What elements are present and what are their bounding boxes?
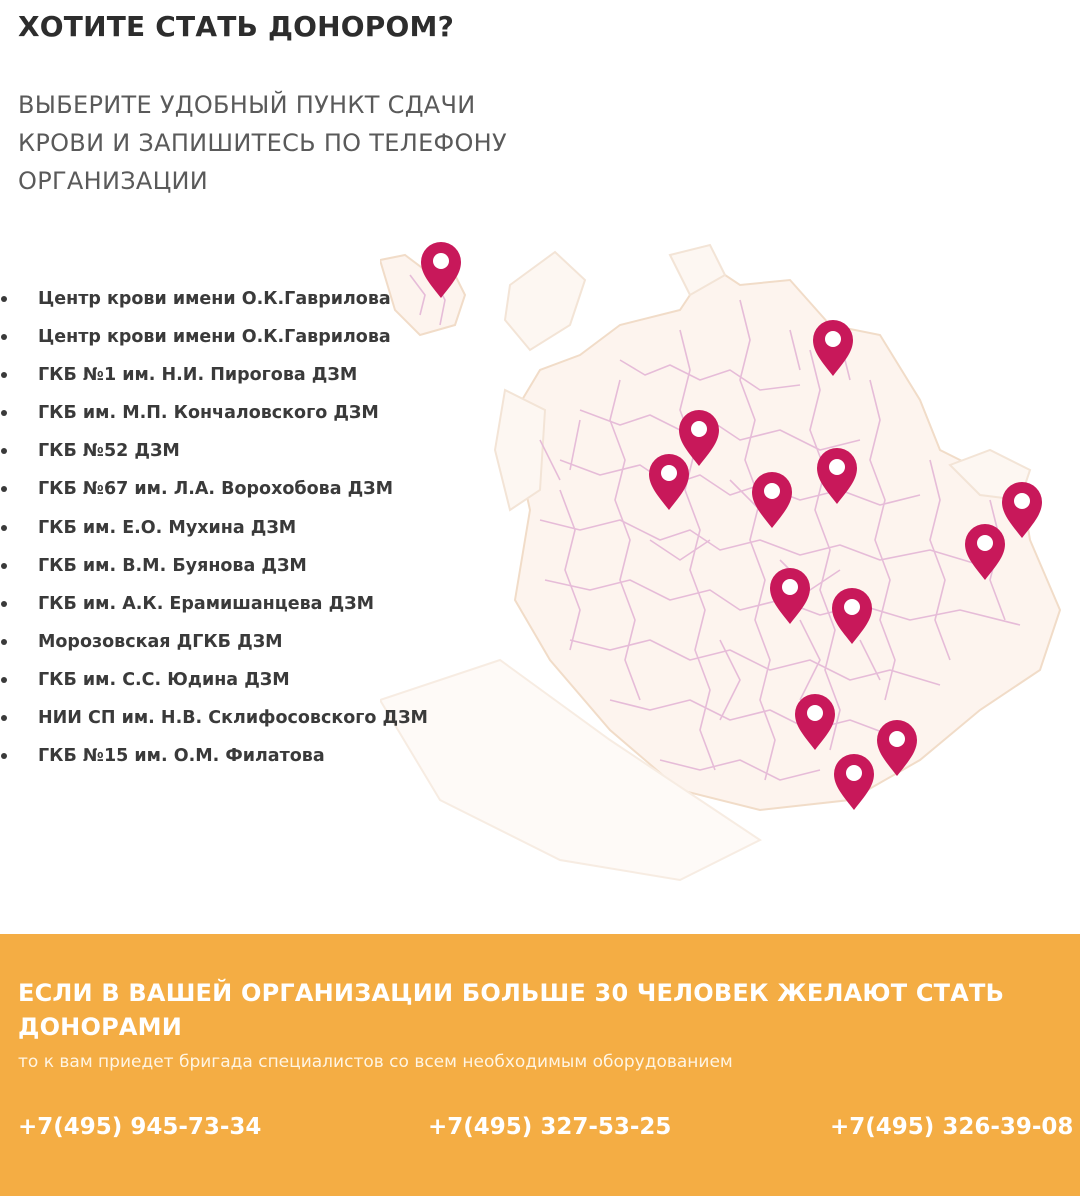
hospital-name: ГКБ им. В.М. Буянова ДЗМ	[38, 555, 307, 576]
hospital-name: ГКБ им. С.С. Юдина ДЗМ	[38, 669, 290, 690]
list-item[interactable]	[0, 623, 428, 661]
page-title: ХОТИТЕ СТАТЬ ДОНОРОМ?	[18, 10, 455, 43]
map-canvas	[380, 240, 1080, 900]
bullet-icon	[1, 639, 7, 645]
hospital-name: Центр крови имени О.К.Гаврилова	[38, 327, 391, 348]
list-item[interactable]	[0, 661, 428, 699]
map-outline	[380, 245, 1060, 880]
phone-link-3[interactable]: +7(495) 326-39-08	[830, 1114, 1074, 1140]
bullet-icon	[1, 601, 7, 607]
north-outskirt-area	[505, 252, 585, 350]
list-item[interactable]	[0, 509, 428, 547]
bullet-icon	[1, 334, 7, 340]
hospital-name: НИИ СП им. Н.В. Склифосовского ДЗМ	[38, 708, 428, 729]
bullet-icon	[1, 296, 7, 302]
page-subtitle: ВЫБЕРИТЕ УДОБНЫЙ ПУНКТ СДАЧИ КРОВИ И ЗАПИШИТЕСЬ ПО ТЕЛЕФОНУ ОРГАНИЗАЦИИ	[18, 91, 507, 195]
hospital-name: ГКБ №67 им. Л.А. Ворохобова ДЗМ	[38, 479, 394, 500]
phone-link-2[interactable]: +7(495) 327-53-25	[428, 1114, 672, 1140]
list-item[interactable]	[0, 699, 428, 737]
bullet-icon	[1, 677, 7, 683]
hospital-name: ГКБ №15 им. О.М. Филатова	[38, 746, 325, 767]
list-item[interactable]	[0, 470, 428, 508]
list-item[interactable]	[0, 547, 428, 585]
cta-title: ЕСЛИ В ВАШЕЙ ОРГАНИЗАЦИИ БОЛЬШЕ 30 ЧЕЛОВЕК ЖЕЛАЮТ СТАТЬ ДОНОРАМИ	[18, 979, 1005, 1041]
phone-link-1[interactable]: +7(495) 945-73-34	[18, 1114, 262, 1140]
bullet-icon	[1, 448, 7, 454]
hospital-list	[0, 280, 428, 775]
list-item[interactable]	[0, 585, 428, 623]
list-item[interactable]	[0, 356, 428, 394]
bullet-icon	[1, 486, 7, 492]
list-item[interactable]	[0, 318, 428, 356]
hospital-name: ГКБ №52 ДЗМ	[38, 441, 180, 462]
hospital-name: Морозовская ДГКБ ДЗМ	[38, 631, 283, 652]
bullet-icon	[1, 715, 7, 721]
bullet-icon	[1, 563, 7, 569]
cta-banner	[0, 934, 1080, 1196]
cta-text: то к вам приедет бригада специалистов со всем необходимым оборудованием	[18, 1052, 733, 1072]
list-item[interactable]	[0, 394, 428, 432]
bullet-icon	[1, 410, 7, 416]
hospital-name: ГКБ им. М.П. Кончаловского ДЗМ	[38, 403, 379, 424]
hospital-name: Центр крови имени О.К.Гаврилова	[38, 289, 391, 309]
bullet-icon	[1, 372, 7, 378]
bullet-icon	[1, 753, 7, 759]
list-item[interactable]	[0, 737, 428, 775]
hospital-name: ГКБ №1 им. Н.И. Пирогова ДЗМ	[38, 365, 358, 386]
hospital-name: ГКБ им. Е.О. Мухина ДЗМ	[38, 517, 297, 538]
hospital-name: ГКБ им. А.К. Ерамишанцева ДЗМ	[38, 593, 375, 614]
bullet-icon	[1, 525, 7, 531]
list-item[interactable]	[0, 432, 428, 470]
west-outskirt-area	[495, 390, 545, 510]
moscow-map[interactable]	[380, 240, 1080, 900]
list-item[interactable]	[0, 280, 428, 318]
